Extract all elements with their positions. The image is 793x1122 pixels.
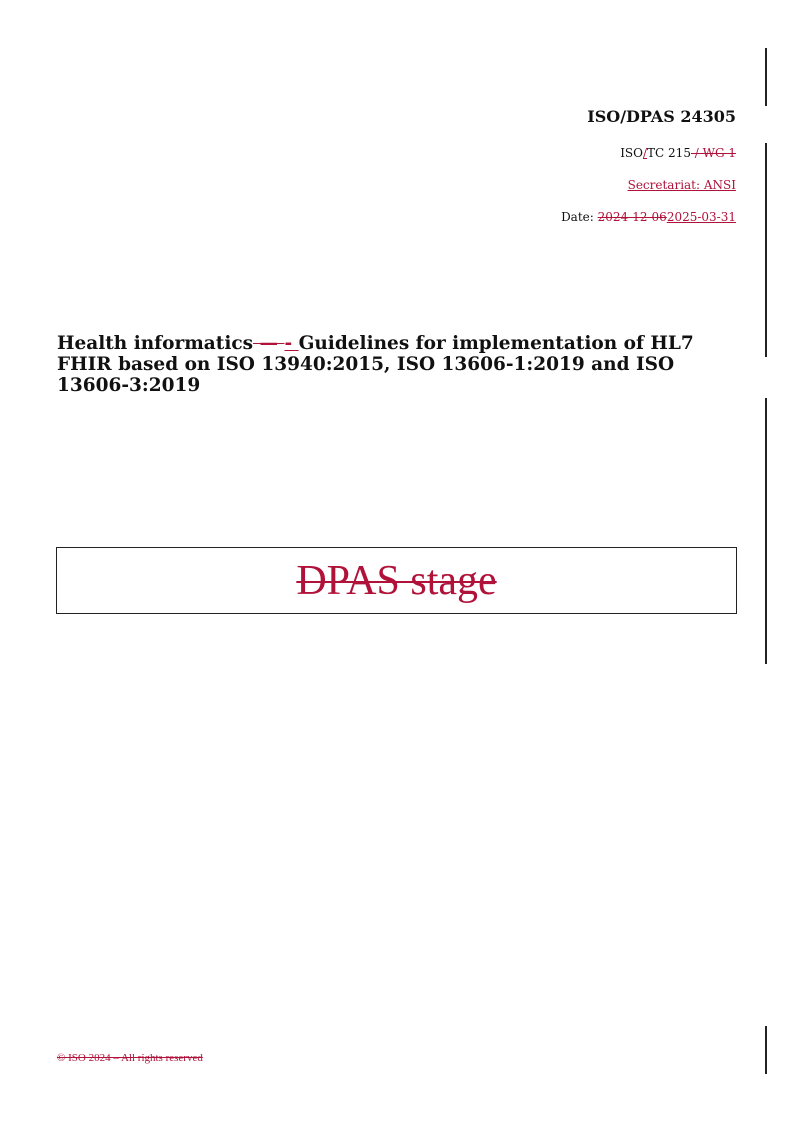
secretariat: Secretariat: ANSI (627, 178, 736, 192)
title-dash-deleted: — (253, 333, 285, 354)
stage-label: DPAS stage (296, 557, 497, 604)
date-deleted: 2024-12-06 (597, 210, 667, 224)
document-title (57, 333, 747, 396)
date-inserted: 2025-03-31 (666, 210, 736, 224)
stage-box (56, 547, 737, 614)
title-part2: Guidelines for implementation of HL7 FHIR based on ISO 13940:2015, ISO 13606-1:2019 and ISO 13606-3:2019 (57, 333, 694, 396)
committee-tc: TC 215 (647, 146, 691, 160)
committee-org: ISO (620, 146, 643, 160)
change-bar (765, 143, 767, 357)
change-bar (765, 398, 767, 664)
title-part1: Health informatics (57, 333, 254, 354)
change-bar (765, 48, 767, 106)
date-line (561, 210, 736, 224)
date-label: Date: (561, 210, 598, 224)
committee-line (620, 146, 736, 160)
document-id: ISO/DPAS 24305 (587, 107, 736, 126)
change-bar (765, 1026, 767, 1074)
committee-wg-deleted: / WG 1 (690, 146, 736, 160)
copyright-footer: © ISO 2024 – All rights reserved (57, 1052, 203, 1064)
title-dash-inserted: - (284, 333, 299, 354)
committee-slash-inserted: / (643, 146, 648, 160)
